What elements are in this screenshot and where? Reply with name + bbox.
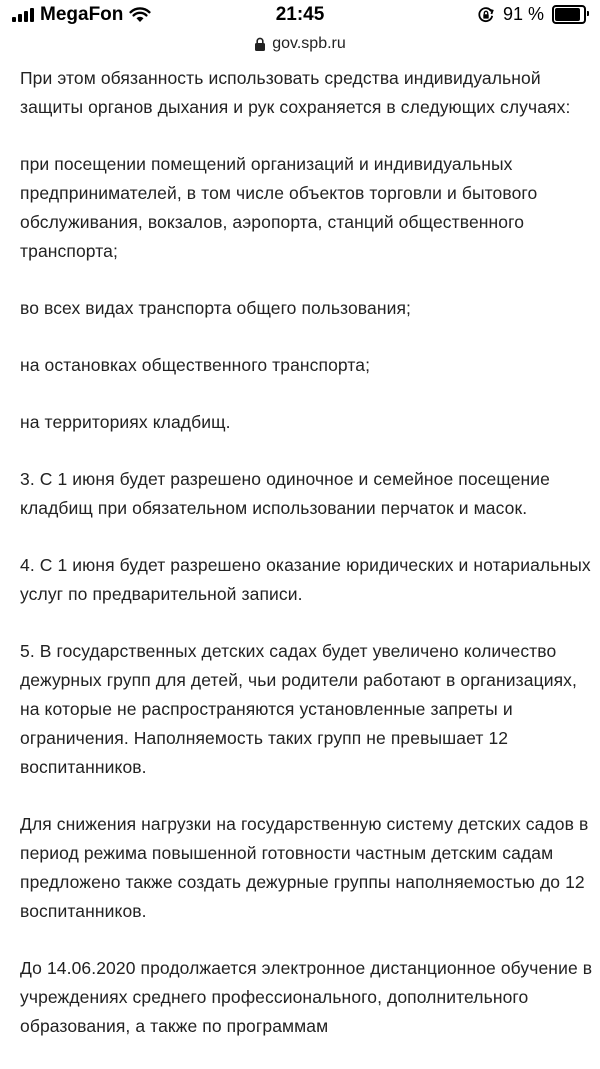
paragraph-transport-stops: на остановках общественного транспорта; — [20, 355, 371, 375]
paragraph-item-5: 5. В государственных детских садах будет увеличено количество дежурных групп для детей, чьи родители работают в организациях, на которые не распространяются установленные запреты и ограничения. Наполняемость таких групп не превышает 12 воспитанников. — [20, 641, 577, 777]
lock-icon — [254, 37, 266, 51]
paragraph-distance-learning: До 14.06.2020 продолжается электронное дистанционное обучение в учреждениях среднего профессионального, дополнительного образования, а также по программам — [20, 958, 593, 1036]
battery-percent: 91 % — [502, 4, 544, 24]
paragraph-public-transport: во всех видах транспорта общего пользования; — [20, 298, 412, 318]
status-bar — [0, 0, 600, 34]
carrier-name: MegaFon — [40, 4, 124, 25]
orientation-lock-icon — [477, 6, 495, 24]
paragraph-premises: при посещении помещений организаций и индивидуальных предпринимателей, в том числе объектов торговли и бытового обслуживания, вокзалов, аэропорта, станций общественного транспорта; — [20, 154, 538, 261]
paragraph-cemeteries: на территориях кладбищ. — [20, 412, 231, 432]
battery-fill — [555, 8, 580, 21]
url-domain: gov.spb.ru — [272, 35, 346, 52]
clock: 21:45 — [275, 4, 325, 25]
paragraph-item-3: 3. С 1 июня будет разрешено одиночное и семейное посещение кладбищ при обязательном использовании перчаток и масок. — [20, 469, 550, 518]
article-body — [20, 64, 600, 1069]
status-right-group — [477, 4, 586, 25]
battery-icon — [552, 5, 586, 24]
paragraph-item-4: 4. С 1 июня будет разрешено оказание юридических и нотариальных услуг по предварительной записи. — [20, 555, 591, 604]
paragraph-ppe-intro: При этом обязанность использовать средства индивидуальной защиты органов дыхания и рук сохраняется в следующих случаях: — [20, 68, 571, 117]
address-bar[interactable] — [0, 32, 600, 56]
paragraph-private-kindergartens: Для снижения нагрузки на государственную систему детских садов в период режима повышенной готовности частным детским садам предложено также создать дежурные группы наполняемостью до 12 воспитанников. — [20, 814, 589, 921]
